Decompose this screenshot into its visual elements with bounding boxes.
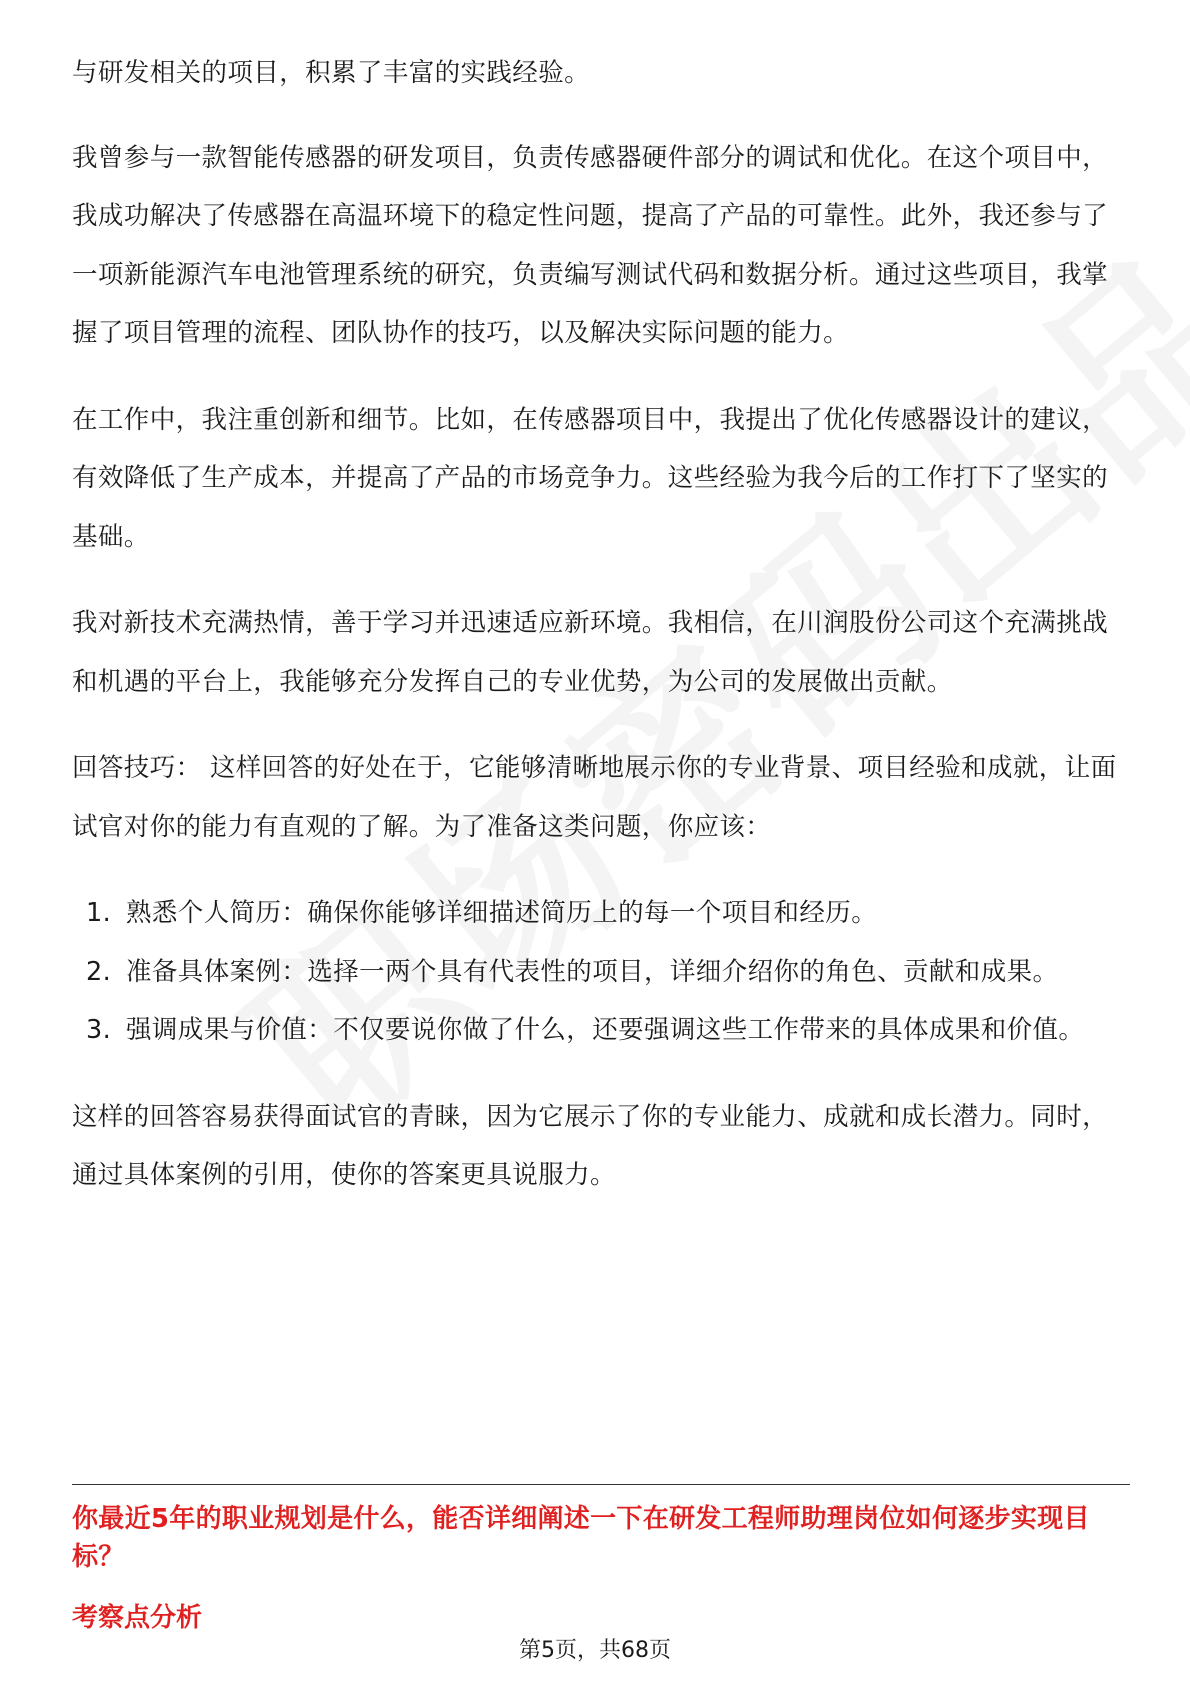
tips-list (72, 884, 1118, 1060)
list-item-text: 准备具体案例：选择一两个具有代表性的项目，详细介绍你的角色、贡献和成果。 (126, 956, 1059, 987)
paragraph-summary: 这样的回答容易获得面试官的青睐，因为它展示了你的专业能力、成就和成长潜力。同时，通过具体案例的引用，使你的答案更具说服力。 (72, 1101, 1109, 1190)
list-item (72, 884, 1118, 943)
paragraph-answer-tips: 回答技巧： 这样回答的好处在于，它能够清晰地展示你的专业背景、项目经验和成就，让面试官对你的能力有直观的了解。为了准备这类问题，你应该： (72, 753, 1117, 842)
paragraph-continuation: 与研发相关的项目，积累了丰富的实践经验。 (72, 58, 591, 88)
question-heading: 你最近5年的职业规划是什么，能否详细阐述一下在研发工程师助理岗位如何逐步实现目标？ (72, 1504, 1090, 1572)
list-item-text: 强调成果与价值：不仅要说你做了什么，还要强调这些工作带来的具体成果和价值。 (126, 1015, 1085, 1045)
list-number: 3. (86, 1015, 112, 1045)
list-item (72, 1001, 1118, 1060)
body-content (72, 44, 1118, 1233)
paragraph-innovation: 在工作中，我注重创新和细节。比如，在传感器项目中，我提出了优化传感器设计的建议，有效降低了生产成本，并提高了产品的市场竞争力。这些经验为我今后的工作打下了坚实的基础。 (72, 404, 1109, 552)
paragraph-passion: 我对新技术充满热情，善于学习并迅速适应新环境。我相信，在川润股份公司这个充满挑战和机遇的平台上，我能够充分发挥自己的专业优势，为公司的发展做出贡献。 (72, 608, 1109, 697)
list-number: 2. (86, 956, 112, 987)
list-item-text: 熟悉个人简历：确保你能够详细描述简历上的每一个项目和经历。 (126, 898, 878, 928)
list-number: 1. (86, 898, 112, 928)
analysis-subheading: 考察点分析 (72, 1603, 203, 1633)
section-divider (72, 1484, 1130, 1485)
page-footer: 第5页，共68页 (519, 1638, 671, 1663)
paragraph-projects: 我曾参与一款智能传感器的研发项目，负责传感器硬件部分的调试和优化。在这个项目中，我成功解决了传感器在高温环境下的稳定性问题，提高了产品的可靠性。此外，我还参与了一项新能源汽车电池管理系统的研究，负责编写测试代码和数据分析。通过这些项目，我掌握了项目管理的流程、团队协作的技巧，以及解决实际问题的能力。 (72, 142, 1109, 348)
list-item (72, 943, 1118, 1002)
